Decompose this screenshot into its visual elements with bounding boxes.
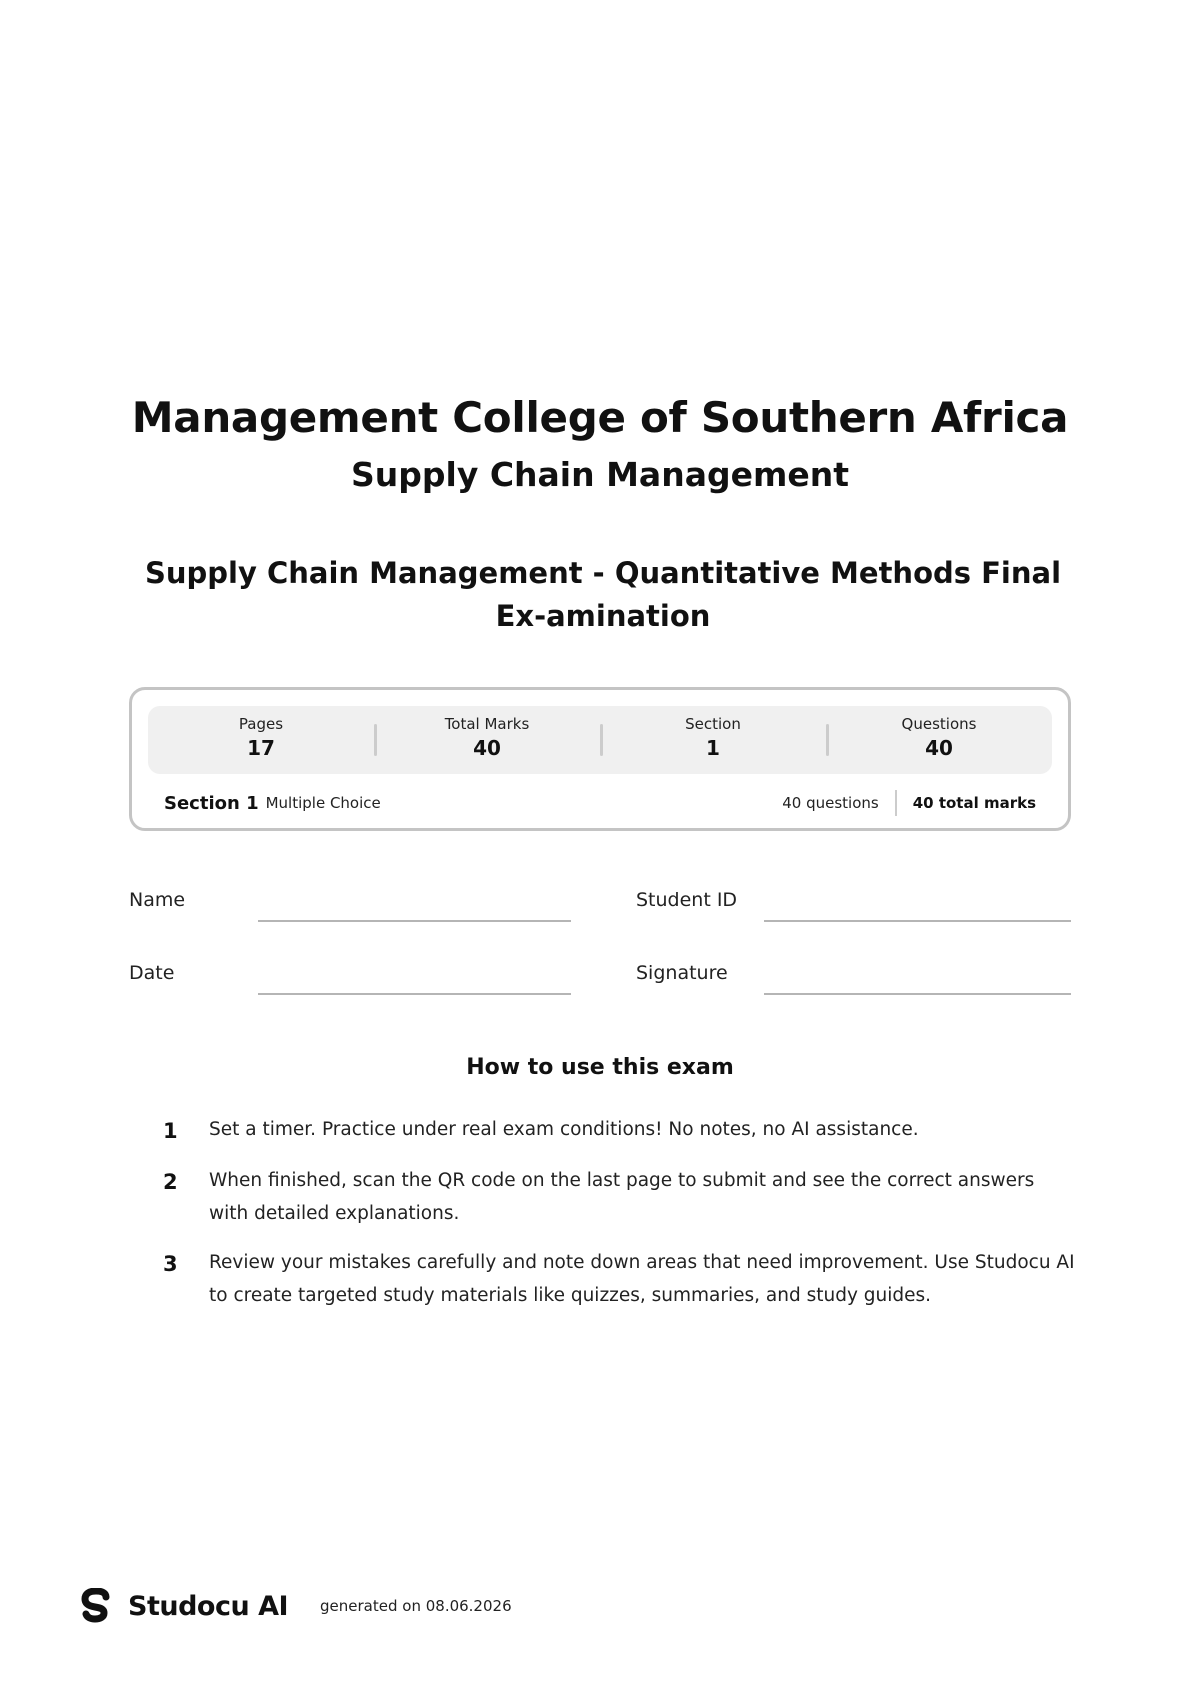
step-number: 1 [163, 1119, 178, 1143]
studocu-logo-icon [78, 1588, 114, 1624]
instruction-step [155, 1113, 1075, 1148]
exam-info-card [129, 687, 1071, 831]
step-text: Set a timer. Practice under real exam conditions! No notes, no AI assistance. [209, 1119, 919, 1140]
brand-name: Studocu AI [128, 1590, 289, 1622]
instruction-step [155, 1246, 1075, 1312]
stat-label: Total Marks [444, 715, 530, 733]
stat-value: 40 [925, 736, 953, 760]
section-total-marks: 40 total marks [912, 794, 1036, 812]
stat-total-marks [374, 706, 600, 774]
name-input-line[interactable] [258, 920, 571, 922]
generated-date: generated on 08.06.2026 [320, 1597, 512, 1615]
student-id-field[interactable] [636, 885, 1071, 925]
instruction-steps [155, 1113, 1075, 1328]
signature-field[interactable] [636, 958, 1071, 998]
stat-section [600, 706, 826, 774]
stat-label: Pages [238, 715, 284, 733]
stat-value: 40 [473, 736, 501, 760]
step-number: 3 [163, 1252, 178, 1276]
instruction-step [155, 1164, 1075, 1230]
footer [78, 1582, 512, 1630]
signature-input-line[interactable] [764, 993, 1071, 995]
stats-bar [148, 706, 1052, 774]
section-name: Section 1 [164, 792, 259, 814]
signature-label: Signature [636, 962, 728, 984]
date-input-line[interactable] [258, 993, 571, 995]
student-id-input-line[interactable] [764, 920, 1071, 922]
course-name: Supply Chain Management [351, 455, 849, 494]
title-block [0, 392, 1200, 496]
date-field[interactable] [129, 958, 571, 998]
stat-questions [826, 706, 1052, 774]
exam-title: Supply Chain Management - Quantitative Methods Final Ex-amination [144, 556, 1062, 633]
stat-value: 17 [247, 736, 275, 760]
step-text: When finished, scan the QR code on the last page to submit and see the correct answers with detailed explanations. [209, 1170, 1035, 1224]
institution-name: Management College of Southern Africa [131, 393, 1069, 442]
student-id-label: Student ID [636, 889, 738, 911]
section-question-count: 40 questions [782, 794, 879, 812]
name-label: Name [129, 889, 186, 911]
name-field[interactable] [129, 885, 571, 925]
stat-label: Questions [901, 715, 977, 733]
how-to-use-title: How to use this exam [466, 1055, 734, 1080]
section-type: Multiple Choice [265, 794, 381, 812]
date-label: Date [129, 962, 175, 984]
step-text: Review your mistakes carefully and note down areas that need improvement. Use Studocu AI to create targeted study materials like quizzes, summaries, and study guides. [209, 1252, 1075, 1306]
section-summary-row [164, 789, 1036, 817]
stat-label: Section [685, 715, 741, 733]
stat-pages [148, 706, 374, 774]
stat-value: 1 [706, 736, 720, 760]
step-number: 2 [163, 1170, 178, 1194]
